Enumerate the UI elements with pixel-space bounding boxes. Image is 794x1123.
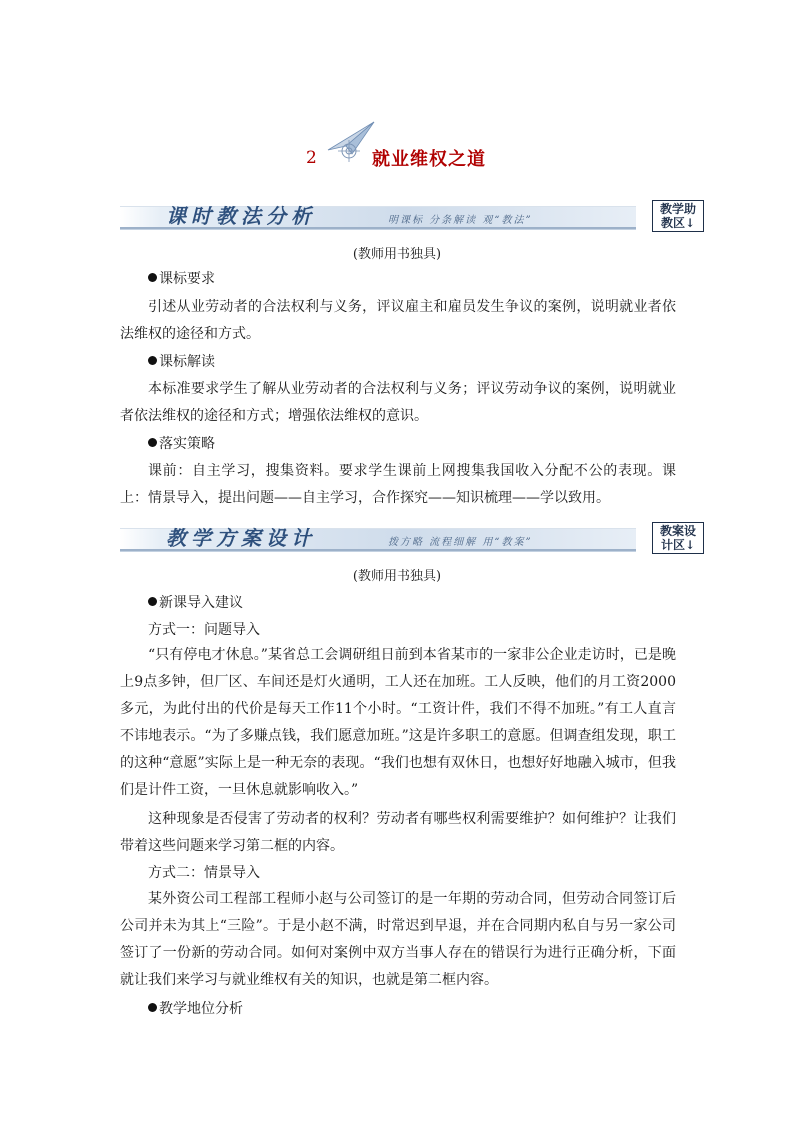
lesson-number: 2 bbox=[306, 148, 317, 168]
bullet-dot-icon bbox=[148, 273, 157, 282]
section-banner-design bbox=[120, 522, 710, 554]
bullet-label: 教学地位分析 bbox=[159, 1001, 243, 1017]
bullet-dot-icon bbox=[148, 356, 157, 365]
bullet-heading bbox=[148, 268, 215, 288]
bullet-heading bbox=[148, 433, 215, 453]
bullet-heading bbox=[148, 998, 243, 1018]
paragraph: 课前：自主学习，搜集资料。要求学生课前上网搜集我国收入分配不公的表现。课上：情景导入，提出问题——自主学习，合作探究——知识梳理——学以致用。 bbox=[120, 463, 676, 506]
bullet-label: 课标要求 bbox=[159, 271, 215, 287]
paragraph: “只有停电才休息。”某省总工会调研组日前到本省某市的一家非公企业走访时，已是晚上9点多钟，但厂区、车间还是灯火通明，工人还在加班。工人反映，他们的月工资2000多元，为此付出的代价是每天工作11个小时。“工资计件，我们不得不加班。”有工人直言不讳地表示。“为了多赚点钱，我们愿意加班。”这是许多职工的意愿。但调查组发现，职工的这种“意愿”实际上是一种无奈的表现。“我们也想有双休日，也想好好地融入城市，但我们是计件工资，一旦休息就影响收入。” bbox=[120, 647, 676, 798]
lesson-title-text: 就业维权之道 bbox=[372, 149, 486, 170]
teacher-note: (教师用书独具) bbox=[352, 247, 442, 262]
teacher-note: (教师用书独具) bbox=[352, 569, 442, 584]
paragraph: 本标准要求学生了解从业劳动者的合法权利与义务；评议劳动争议的案例，说明就业者依法维权的途径和方式；增强依法维权的意识。 bbox=[120, 381, 676, 424]
paragraph: 这种现象是否侵害了劳动者的权利？劳动者有哪些权利需要维护？如何维护？让我们带着这些问题来学习第二框的内容。 bbox=[120, 811, 676, 854]
lesson-title bbox=[0, 120, 794, 180]
badge-line1: 教案设 bbox=[659, 524, 696, 538]
paragraph: 某外资公司工程部工程师小赵与公司签订的是一年期的劳动合同，但劳动合同签订后公司并未为其上“三险”。于是小赵不满，时常迟到早退，并在合同期内私自与另一家公司签订了一份新的劳动合同。如何对案例中双方当事人存在的错误行为进行正确分析，下面就让我们来学习与就业维权有关的知识，也就是第二框内容。 bbox=[120, 891, 676, 988]
section-slogan: 拨方略 流程细解 用“教案” bbox=[388, 537, 533, 548]
bullet-heading bbox=[148, 592, 243, 612]
paragraph: 引述从业劳动者的合法权利与义务，评议雇主和雇员发生争议的案例，说明就业者依法维权的途径和方式。 bbox=[120, 299, 676, 342]
badge-line2: 教区↓ bbox=[660, 216, 696, 230]
bullet-heading bbox=[148, 351, 215, 371]
method-label: 方式一：问题导入 bbox=[148, 622, 260, 638]
bullet-label: 新课导入建议 bbox=[159, 595, 243, 611]
section-slogan: 明课标 分条解读 观“教法” bbox=[388, 215, 533, 226]
section-banner-analysis bbox=[120, 200, 710, 232]
section-badge[interactable] bbox=[652, 522, 704, 554]
paper-plane-icon bbox=[326, 120, 376, 164]
badge-line2: 计区↓ bbox=[660, 538, 696, 552]
method-label: 方式二：情景导入 bbox=[148, 865, 260, 881]
bullet-label: 落实策略 bbox=[159, 436, 215, 452]
bullet-label: 课标解读 bbox=[159, 354, 215, 370]
section-badge[interactable] bbox=[652, 200, 704, 232]
section-heading: 教学方案设计 bbox=[166, 526, 316, 550]
badge-line1: 教学助 bbox=[659, 202, 696, 216]
bullet-dot-icon bbox=[148, 597, 157, 606]
section-heading: 课时教法分析 bbox=[166, 204, 316, 228]
bullet-dot-icon bbox=[148, 438, 157, 447]
bullet-dot-icon bbox=[148, 1003, 157, 1012]
